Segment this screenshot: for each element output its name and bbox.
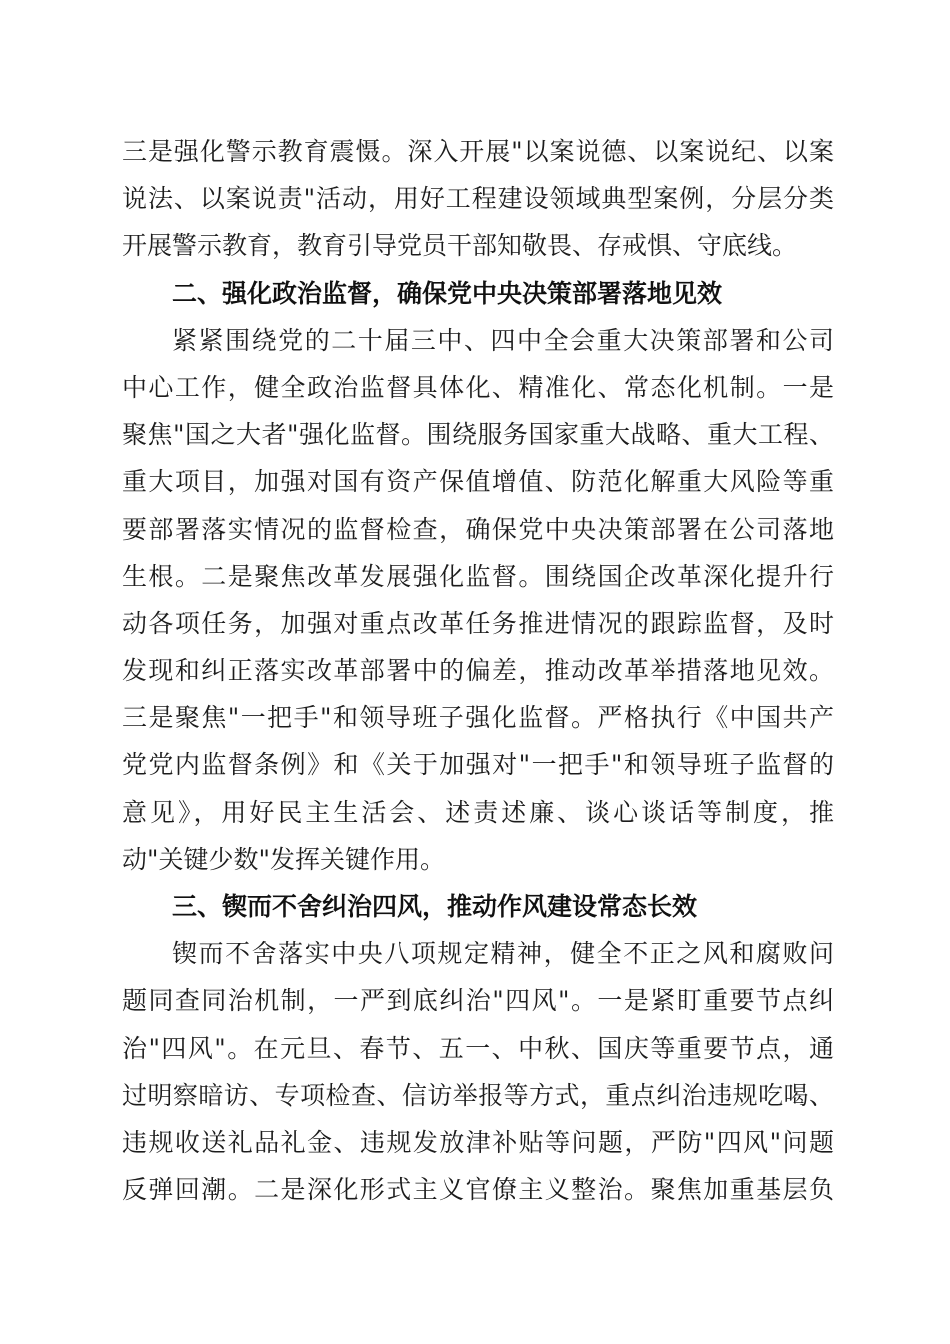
paragraph-line: 开展警示教育，教育引导党员干部知敬畏、存戒惧、守底线。 — [122, 231, 798, 261]
paragraph-line: 反弹回潮。二是深化形式主义官僚主义整治。聚焦加重基层负 — [122, 1175, 834, 1205]
paragraph-line: 动各项任务，加强对重点改革任务推进情况的跟踪监督，及时 — [122, 608, 834, 638]
paragraph-line: 题同查同治机制，一严到底纠治"四风"。一是紧盯重要节点纠 — [122, 986, 834, 1016]
paragraph-line: 三是强化警示教育震慑。深入开展"以案说德、以案说纪、以案 — [122, 137, 834, 166]
paragraph-line: 要部署落实情况的监督检查，确保党中央决策部署在公司落地 — [122, 514, 834, 544]
paragraph-line: 锲而不舍落实中央八项规定精神，健全不正之风和腐败问 — [172, 939, 834, 969]
paragraph-line: 违规收送礼品礼金、违规发放津补贴等问题，严防"四风"问题 — [122, 1127, 834, 1157]
paragraph-line: 过明察暗访、专项检查、信访举报等方式，重点纠治违规吃喝、 — [122, 1080, 834, 1110]
document-body — [122, 128, 834, 1213]
paragraph-line: 意见》，用好民主生活会、述责述廉、谈心谈话等制度，推 — [122, 797, 834, 827]
paragraph-line: 三是聚焦"一把手"和领导班子强化监督。严格执行《中国共产 — [122, 703, 834, 733]
section-heading-3: 三、锲而不舍纠治四风，推动作风建设常态长效 — [172, 892, 698, 921]
section-heading-2: 二、强化政治监督，确保党中央决策部署落地见效 — [172, 278, 723, 308]
paragraph-line: 党党内监督条例》和《关于加强对"一把手"和领导班子监督的 — [122, 750, 834, 780]
paragraph-line: 发现和纠正落实改革部署中的偏差，推动改革举措落地见效。 — [122, 656, 834, 686]
paragraph-line: 聚焦"国之大者"强化监督。围绕服务国家重大战略、重大工程、 — [122, 420, 834, 450]
paragraph-line: 生根。二是聚焦改革发展强化监督。围绕国企改革深化提升行 — [122, 561, 834, 591]
paragraph-line: 中心工作，健全政治监督具体化、精准化、常态化机制。一是 — [122, 372, 834, 402]
paragraph-line: 说法、以案说责"活动，用好工程建设领域典型案例，分层分类 — [122, 184, 834, 214]
paragraph-line: 重大项目，加强对国有资产保值增值、防范化解重大风险等重 — [122, 467, 834, 497]
paragraph-line: 治"四风"。在元旦、春节、五一、中秋、国庆等重要节点，通 — [122, 1033, 834, 1063]
paragraph-line: 动"关键少数"发挥关键作用。 — [122, 844, 445, 874]
paragraph-line: 紧紧围绕党的二十届三中、四中全会重大决策部署和公司 — [172, 325, 834, 355]
